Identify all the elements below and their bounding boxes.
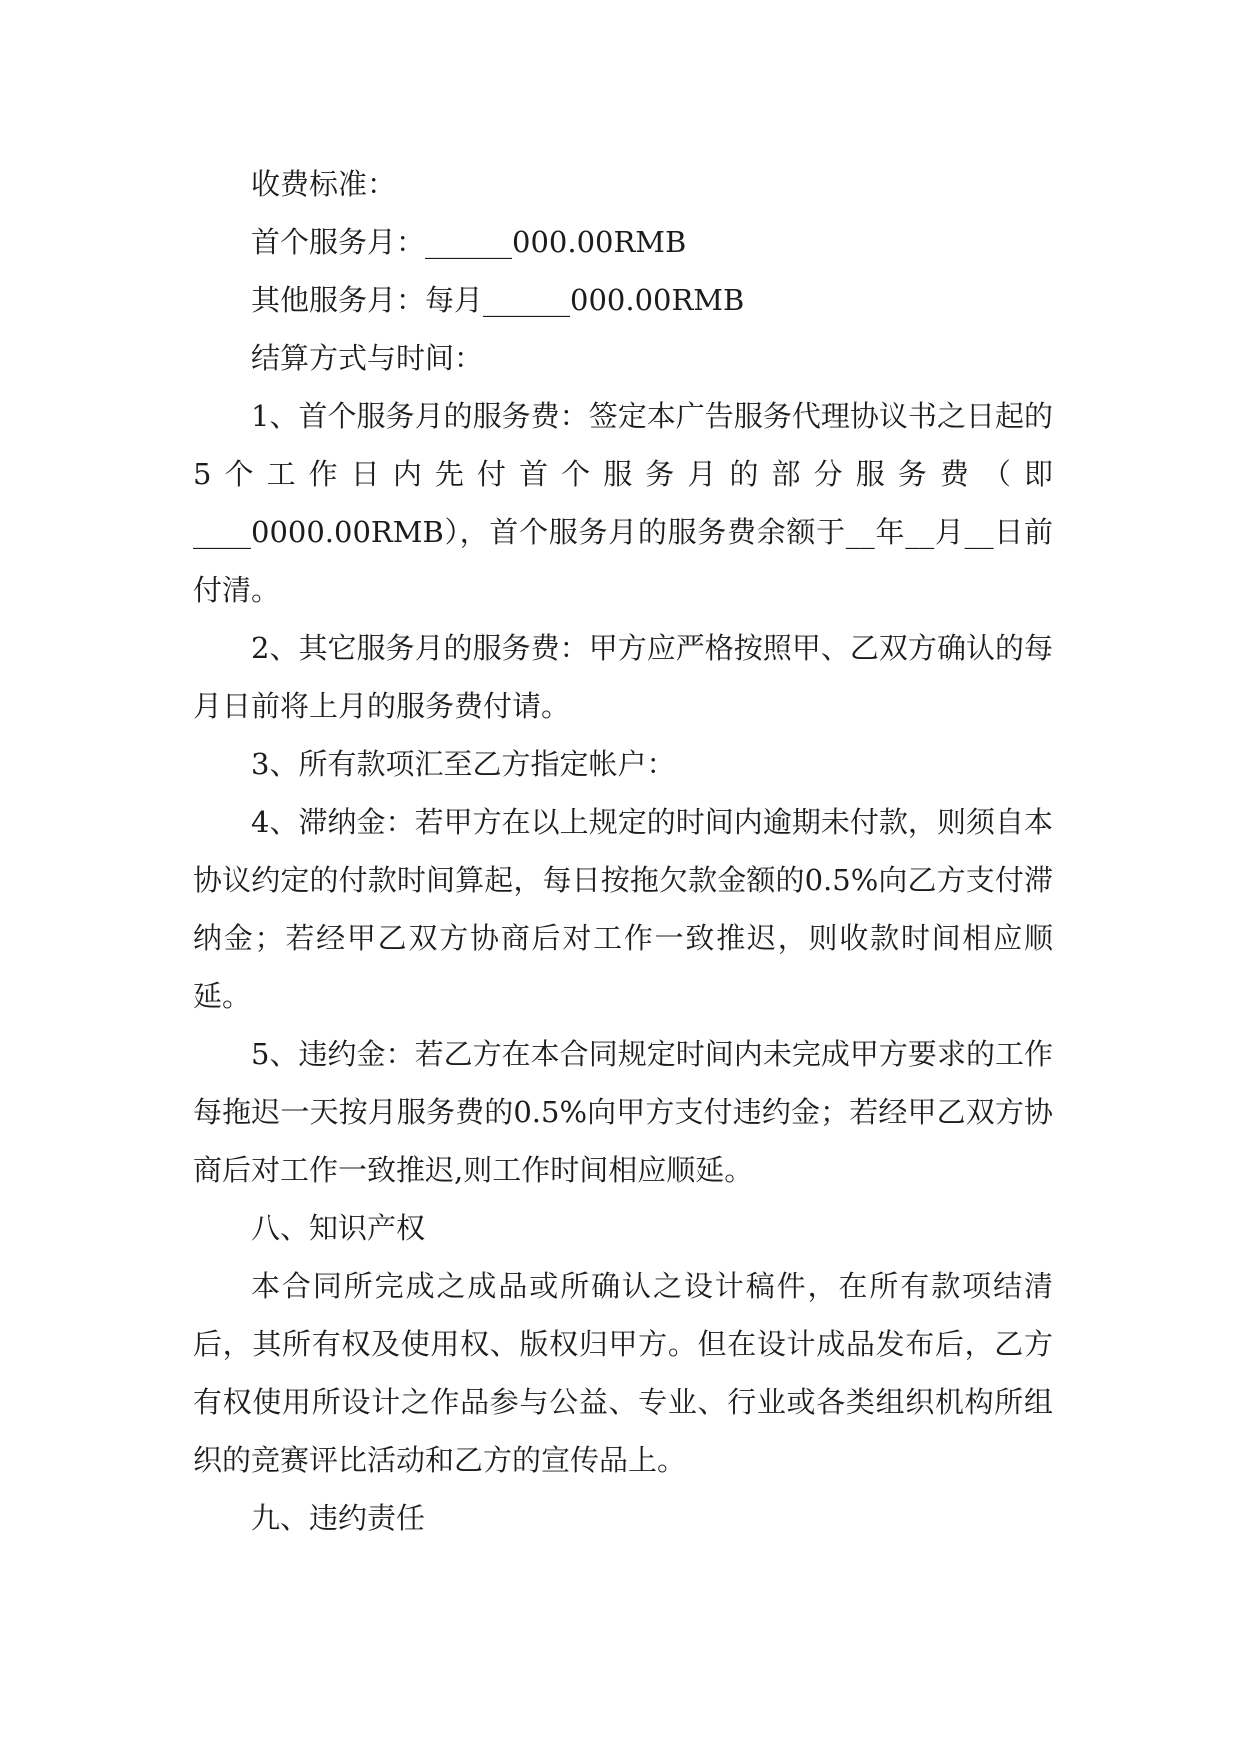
section-9-heading: 九、违约责任 bbox=[251, 1501, 426, 1535]
other-month-fee: 其他服务月：每月______000.00RMB bbox=[251, 283, 745, 317]
clause-3-remittance: 3、所有款项汇至乙方指定帐户： bbox=[251, 747, 676, 781]
section-8-heading: 八、知识产权 bbox=[251, 1211, 426, 1245]
clause-5-penalty: 5、违约金：若乙方在本合同规定时间内未完成甲方要求的工作每拖迟一天按月服务费的0.5%向甲方支付违约金；若经甲乙双方协商后对工作一致推迟,则工作时间相应顺延。 bbox=[193, 1037, 1053, 1187]
settlement-heading: 结算方式与时间： bbox=[251, 341, 484, 375]
clause-1-first-month-payment: 1、首个服务月的服务费：签定本广告服务代理协议书之日起的5个工作日内先付首个服务月的部分服务费（即____0000.00RMB），首个服务月的服务费余额于__年__月__日前付清。 bbox=[193, 399, 1053, 607]
section-8-body: 本合同所完成之成品或所确认之设计稿件，在所有款项结清后，其所有权及使用权、版权归甲方。但在设计成品发布后，乙方有权使用所设计之作品参与公益、专业、行业或各类组织机构所组织的竞赛评比活动和乙方的宣传品上。 bbox=[193, 1269, 1053, 1477]
clause-4-late-fee: 4、滞纳金：若甲方在以上规定的时间内逾期未付款，则须自本协议约定的付款时间算起，每日按拖欠款金额的0.5%向乙方支付滞纳金；若经甲乙双方协商后对工作一致推迟，则收款时间相应顺延。 bbox=[193, 805, 1053, 1013]
first-month-fee: 首个服务月：______000.00RMB bbox=[251, 225, 687, 259]
document-body bbox=[193, 155, 1053, 1547]
fee-standard-heading: 收费标准： bbox=[251, 167, 397, 201]
clause-2-other-month-payment: 2、其它服务月的服务费：甲方应严格按照甲、乙双方确认的每月日前将上月的服务费付请。 bbox=[193, 631, 1053, 723]
